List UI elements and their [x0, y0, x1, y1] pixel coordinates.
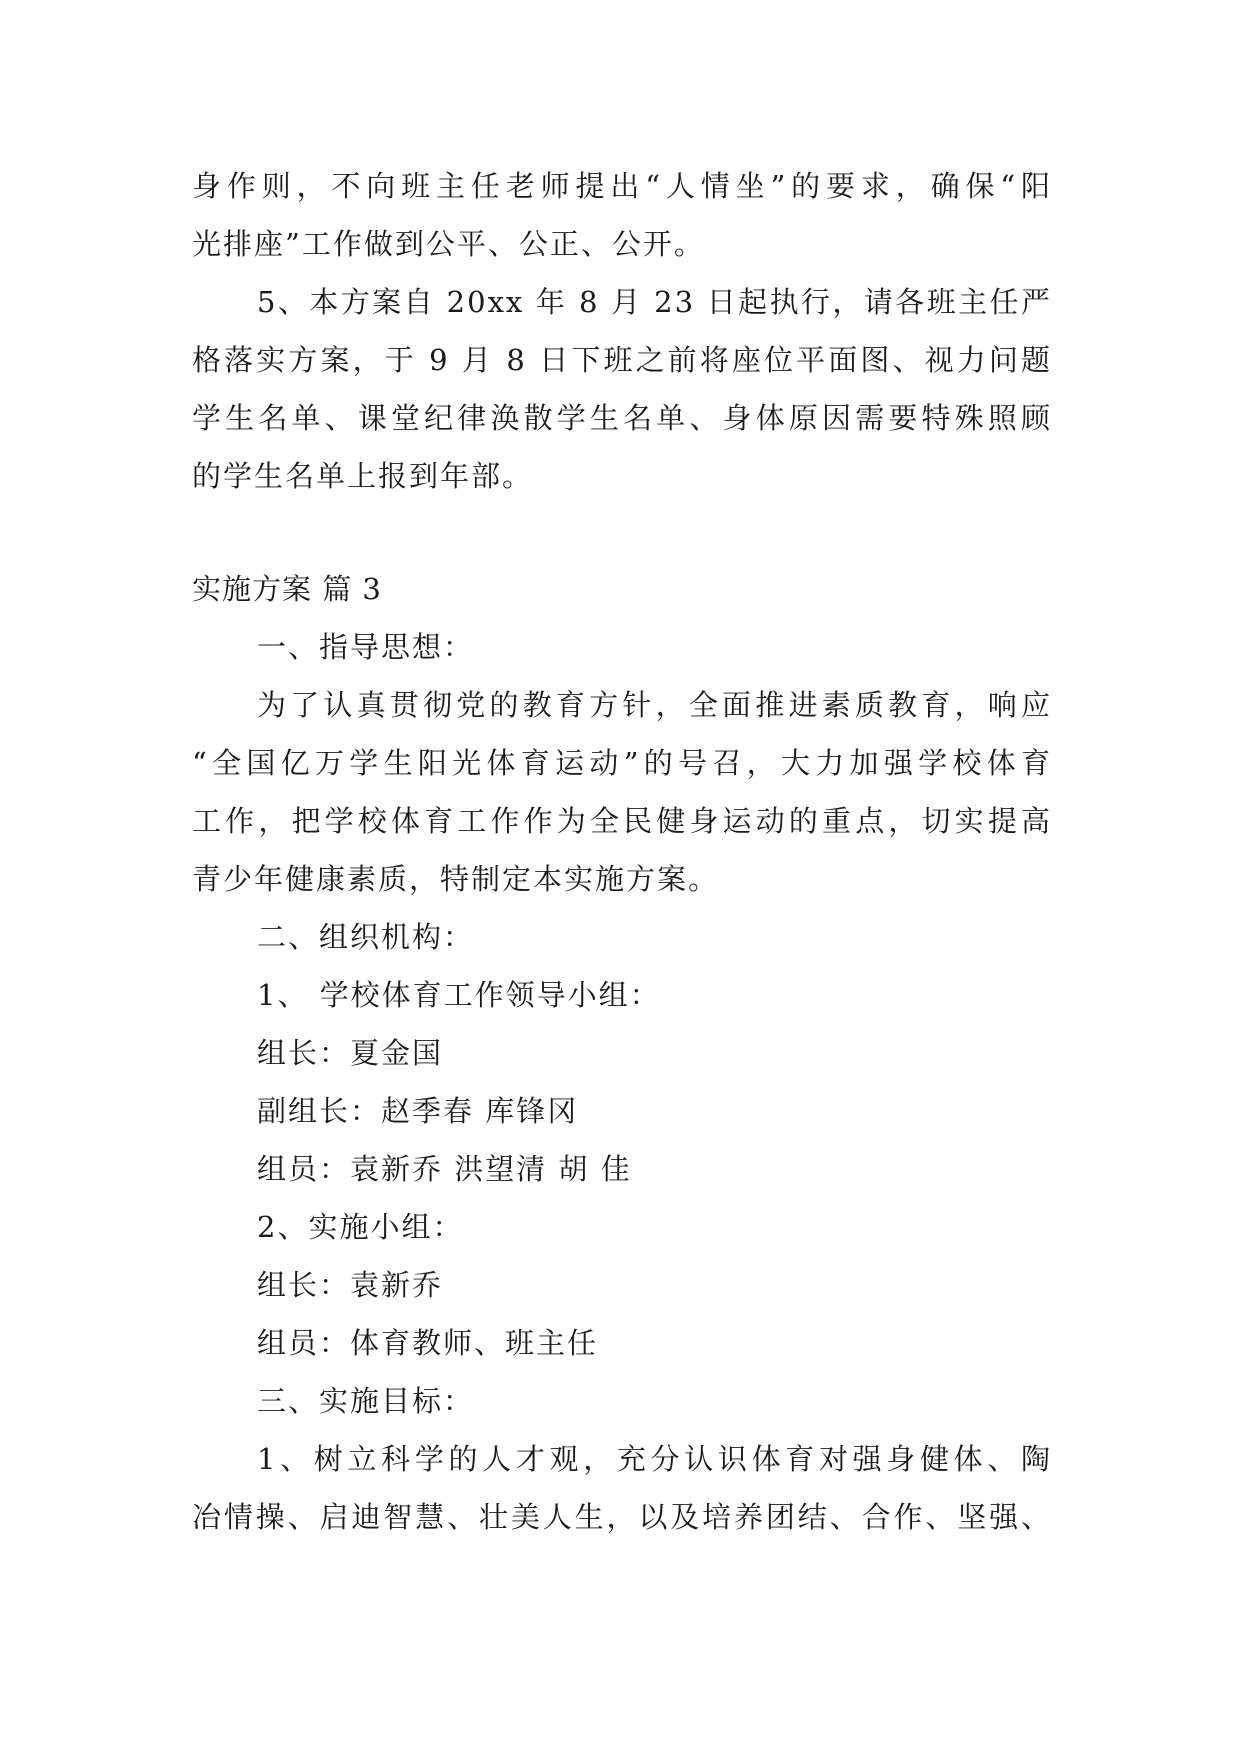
- paragraph-line: 为了认真贯彻党的教育方针，全面推进素质教育，响应: [257, 688, 1052, 722]
- paragraph-line: 5、本方案自 20xx 年 8 月 23 日起执行，请各班主任严: [257, 285, 1052, 319]
- paragraph-line: 工作，把学校体育工作作为全民健身运动的重点，切实提高: [192, 804, 1052, 838]
- list-item: 副组长：赵季春 库锋冈: [257, 1094, 579, 1128]
- paragraph-line: 光排座”工作做到公平、公正、公开。: [192, 227, 705, 261]
- list-item: 组员：体育教师、班主任: [257, 1326, 599, 1360]
- list-item: 1、 学校体育工作领导小组：: [257, 978, 661, 1012]
- list-item: 组员：袁新乔 洪望清 胡 佳: [257, 1152, 632, 1186]
- subheading: 一、指导思想：: [257, 630, 475, 664]
- subheading: 二、组织机构：: [257, 920, 475, 954]
- paragraph-line: “全国亿万学生阳光体育运动”的号召，大力加强学校体育: [192, 746, 1052, 780]
- paragraph-line: 学生名单、课堂纪律涣散学生名单、身体原因需要特殊照顾: [192, 401, 1052, 435]
- paragraph-line: 冶情操、启迪智慧、壮美人生，以及培养团结、合作、坚强、: [192, 1500, 1052, 1534]
- paragraph-line: 青少年健康素质，特制定本实施方案。: [192, 862, 720, 896]
- subheading: 三、实施目标：: [257, 1384, 475, 1418]
- paragraph-line: 身作则，不向班主任老师提出“人情坐”的要求，确保“阳: [192, 169, 1052, 203]
- list-item: 组长：夏金国: [257, 1036, 444, 1070]
- paragraph-line: 1、树立科学的人才观，充分认识体育对强身健体、陶: [257, 1442, 1052, 1476]
- list-item: 2、实施小组：: [257, 1210, 464, 1244]
- paragraph-line: 格落实方案，于 9 月 8 日下班之前将座位平面图、视力问题: [192, 343, 1052, 377]
- paragraph-line: 的学生名单上报到年部。: [192, 459, 534, 493]
- section-heading: 实施方案 篇 3: [192, 572, 382, 606]
- list-item: 组长：袁新乔: [257, 1268, 444, 1302]
